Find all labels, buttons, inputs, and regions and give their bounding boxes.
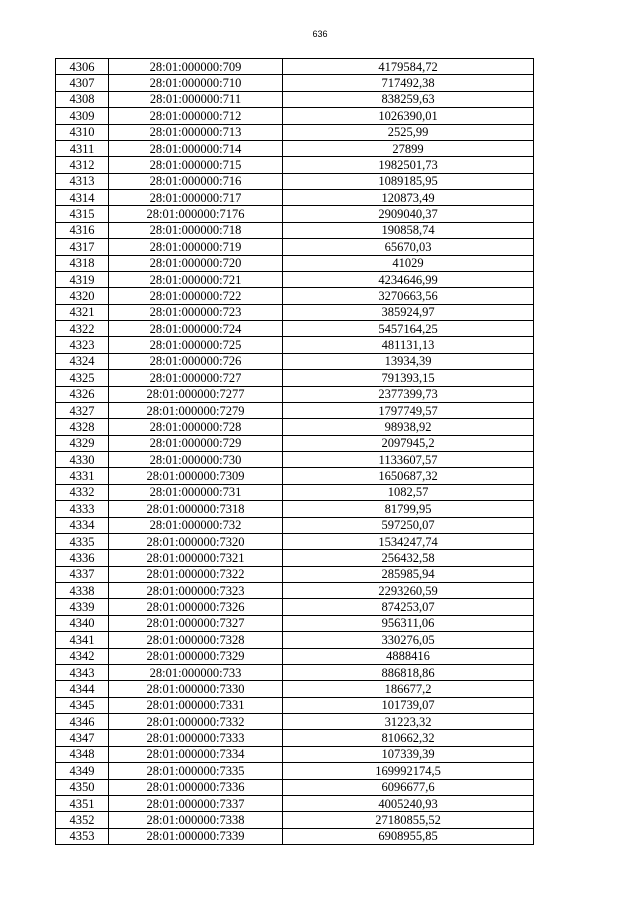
row-number-cell: 4347 — [56, 730, 109, 746]
cadastral-number-cell: 28:01:000000:709 — [109, 59, 283, 75]
table-row — [56, 402, 534, 418]
row-number-cell: 4340 — [56, 615, 109, 631]
table-row — [56, 353, 534, 369]
cadastral-number-cell: 28:01:000000:7318 — [109, 501, 283, 517]
cadastral-value-cell: 41029 — [283, 255, 534, 271]
cadastral-value-cell: 330276,05 — [283, 632, 534, 648]
cadastral-value-cell: 190858,74 — [283, 222, 534, 238]
cadastral-value-table — [55, 58, 534, 845]
cadastral-number-cell: 28:01:000000:7277 — [109, 386, 283, 402]
table-row — [56, 746, 534, 762]
cadastral-number-cell: 28:01:000000:7322 — [109, 566, 283, 582]
cadastral-number-cell: 28:01:000000:7333 — [109, 730, 283, 746]
table-row — [56, 648, 534, 664]
row-number-cell: 4351 — [56, 795, 109, 811]
table-row — [56, 59, 534, 75]
table-row — [56, 435, 534, 451]
row-number-cell: 4341 — [56, 632, 109, 648]
cadastral-value-cell: 385924,97 — [283, 304, 534, 320]
page-number: 636 — [312, 29, 328, 39]
row-number-cell: 4317 — [56, 239, 109, 255]
row-number-cell: 4343 — [56, 664, 109, 680]
cadastral-number-cell: 28:01:000000:7335 — [109, 763, 283, 779]
table-row — [56, 714, 534, 730]
cadastral-number-cell: 28:01:000000:7323 — [109, 583, 283, 599]
cadastral-value-cell: 120873,49 — [283, 190, 534, 206]
table-row — [56, 812, 534, 828]
cadastral-number-cell: 28:01:000000:7328 — [109, 632, 283, 648]
row-number-cell: 4310 — [56, 124, 109, 140]
cadastral-number-cell: 28:01:000000:731 — [109, 484, 283, 500]
cadastral-number-cell: 28:01:000000:7320 — [109, 533, 283, 549]
cadastral-number-cell: 28:01:000000:7327 — [109, 615, 283, 631]
table-row — [56, 288, 534, 304]
table-row — [56, 140, 534, 156]
cadastral-number-cell: 28:01:000000:727 — [109, 370, 283, 386]
cadastral-number-cell: 28:01:000000:713 — [109, 124, 283, 140]
row-number-cell: 4319 — [56, 271, 109, 287]
cadastral-number-cell: 28:01:000000:7321 — [109, 550, 283, 566]
cadastral-number-cell: 28:01:000000:7332 — [109, 714, 283, 730]
cadastral-value-cell: 717492,38 — [283, 75, 534, 91]
cadastral-value-cell: 169992174,5 — [283, 763, 534, 779]
cadastral-value-cell: 1534247,74 — [283, 533, 534, 549]
table-row — [56, 91, 534, 107]
row-number-cell: 4349 — [56, 763, 109, 779]
cadastral-value-cell: 2377399,73 — [283, 386, 534, 402]
cadastral-value-cell: 256432,58 — [283, 550, 534, 566]
row-number-cell: 4346 — [56, 714, 109, 730]
cadastral-value-cell: 1797749,57 — [283, 402, 534, 418]
cadastral-value-cell: 6908955,85 — [283, 828, 534, 844]
cadastral-number-cell: 28:01:000000:726 — [109, 353, 283, 369]
table-row — [56, 566, 534, 582]
row-number-cell: 4331 — [56, 468, 109, 484]
cadastral-number-cell: 28:01:000000:7309 — [109, 468, 283, 484]
row-number-cell: 4352 — [56, 812, 109, 828]
cadastral-number-cell: 28:01:000000:723 — [109, 304, 283, 320]
cadastral-number-cell: 28:01:000000:714 — [109, 140, 283, 156]
row-number-cell: 4329 — [56, 435, 109, 451]
table-row — [56, 779, 534, 795]
cadastral-value-cell: 874253,07 — [283, 599, 534, 615]
cadastral-number-cell: 28:01:000000:721 — [109, 271, 283, 287]
table-row — [56, 533, 534, 549]
row-number-cell: 4325 — [56, 370, 109, 386]
cadastral-number-cell: 28:01:000000:7336 — [109, 779, 283, 795]
table-row — [56, 795, 534, 811]
cadastral-value-cell: 3270663,56 — [283, 288, 534, 304]
table-row — [56, 124, 534, 140]
table-row — [56, 828, 534, 844]
table-row — [56, 75, 534, 91]
cadastral-value-cell: 285985,94 — [283, 566, 534, 582]
row-number-cell: 4345 — [56, 697, 109, 713]
cadastral-value-cell: 1133607,57 — [283, 452, 534, 468]
cadastral-value-cell: 101739,07 — [283, 697, 534, 713]
row-number-cell: 4337 — [56, 566, 109, 582]
cadastral-value-cell: 65670,03 — [283, 239, 534, 255]
cadastral-number-cell: 28:01:000000:712 — [109, 108, 283, 124]
table-row — [56, 173, 534, 189]
cadastral-number-cell: 28:01:000000:7338 — [109, 812, 283, 828]
cadastral-value-cell: 186677,2 — [283, 681, 534, 697]
cadastral-value-cell: 2097945,2 — [283, 435, 534, 451]
cadastral-number-cell: 28:01:000000:730 — [109, 452, 283, 468]
row-number-cell: 4316 — [56, 222, 109, 238]
cadastral-number-cell: 28:01:000000:722 — [109, 288, 283, 304]
row-number-cell: 4332 — [56, 484, 109, 500]
cadastral-number-cell: 28:01:000000:7330 — [109, 681, 283, 697]
row-number-cell: 4322 — [56, 321, 109, 337]
table-row — [56, 730, 534, 746]
cadastral-number-cell: 28:01:000000:724 — [109, 321, 283, 337]
row-number-cell: 4348 — [56, 746, 109, 762]
table-row — [56, 304, 534, 320]
table-row — [56, 681, 534, 697]
row-number-cell: 4330 — [56, 452, 109, 468]
table-row — [56, 550, 534, 566]
cadastral-number-cell: 28:01:000000:7279 — [109, 402, 283, 418]
cadastral-number-cell: 28:01:000000:716 — [109, 173, 283, 189]
table-row — [56, 321, 534, 337]
table-row — [56, 271, 534, 287]
row-number-cell: 4344 — [56, 681, 109, 697]
cadastral-value-cell: 1089185,95 — [283, 173, 534, 189]
table-row — [56, 206, 534, 222]
cadastral-value-cell: 886818,86 — [283, 664, 534, 680]
table-row — [56, 583, 534, 599]
cadastral-value-cell: 1026390,01 — [283, 108, 534, 124]
table-row — [56, 157, 534, 173]
cadastral-number-cell: 28:01:000000:718 — [109, 222, 283, 238]
row-number-cell: 4334 — [56, 517, 109, 533]
row-number-cell: 4336 — [56, 550, 109, 566]
row-number-cell: 4318 — [56, 255, 109, 271]
cadastral-value-cell: 107339,39 — [283, 746, 534, 762]
cadastral-value-cell: 838259,63 — [283, 91, 534, 107]
row-number-cell: 4309 — [56, 108, 109, 124]
cadastral-number-cell: 28:01:000000:733 — [109, 664, 283, 680]
row-number-cell: 4335 — [56, 533, 109, 549]
cadastral-value-cell: 27180855,52 — [283, 812, 534, 828]
cadastral-number-cell: 28:01:000000:7334 — [109, 746, 283, 762]
cadastral-value-cell: 81799,95 — [283, 501, 534, 517]
row-number-cell: 4320 — [56, 288, 109, 304]
cadastral-number-cell: 28:01:000000:729 — [109, 435, 283, 451]
cadastral-value-cell: 98938,92 — [283, 419, 534, 435]
cadastral-value-cell: 2525,99 — [283, 124, 534, 140]
table-row — [56, 697, 534, 713]
cadastral-value-cell: 4005240,93 — [283, 795, 534, 811]
row-number-cell: 4328 — [56, 419, 109, 435]
cadastral-value-cell: 27899 — [283, 140, 534, 156]
row-number-cell: 4311 — [56, 140, 109, 156]
cadastral-number-cell: 28:01:000000:710 — [109, 75, 283, 91]
cadastral-number-cell: 28:01:000000:725 — [109, 337, 283, 353]
table-row — [56, 484, 534, 500]
cadastral-value-cell: 1982501,73 — [283, 157, 534, 173]
table-row — [56, 501, 534, 517]
table-row — [56, 386, 534, 402]
cadastral-value-cell: 810662,32 — [283, 730, 534, 746]
table-row — [56, 664, 534, 680]
row-number-cell: 4314 — [56, 190, 109, 206]
table-row — [56, 452, 534, 468]
table-row — [56, 599, 534, 615]
row-number-cell: 4353 — [56, 828, 109, 844]
cadastral-number-cell: 28:01:000000:7339 — [109, 828, 283, 844]
table-row — [56, 255, 534, 271]
table-row — [56, 517, 534, 533]
cadastral-value-cell: 481131,13 — [283, 337, 534, 353]
row-number-cell: 4315 — [56, 206, 109, 222]
cadastral-value-cell: 956311,06 — [283, 615, 534, 631]
table-body — [56, 59, 534, 845]
row-number-cell: 4333 — [56, 501, 109, 517]
row-number-cell: 4350 — [56, 779, 109, 795]
cadastral-value-cell: 597250,07 — [283, 517, 534, 533]
row-number-cell: 4339 — [56, 599, 109, 615]
table-row — [56, 763, 534, 779]
cadastral-value-cell: 31223,32 — [283, 714, 534, 730]
cadastral-value-cell: 1650687,32 — [283, 468, 534, 484]
row-number-cell: 4327 — [56, 402, 109, 418]
row-number-cell: 4313 — [56, 173, 109, 189]
cadastral-number-cell: 28:01:000000:720 — [109, 255, 283, 271]
row-number-cell: 4338 — [56, 583, 109, 599]
cadastral-value-cell: 4888416 — [283, 648, 534, 664]
cadastral-value-cell: 5457164,25 — [283, 321, 534, 337]
row-number-cell: 4321 — [56, 304, 109, 320]
table-row — [56, 419, 534, 435]
row-number-cell: 4326 — [56, 386, 109, 402]
row-number-cell: 4307 — [56, 75, 109, 91]
table-row — [56, 370, 534, 386]
table-row — [56, 337, 534, 353]
cadastral-number-cell: 28:01:000000:719 — [109, 239, 283, 255]
cadastral-number-cell: 28:01:000000:7176 — [109, 206, 283, 222]
cadastral-value-cell: 791393,15 — [283, 370, 534, 386]
cadastral-value-cell: 2293260,59 — [283, 583, 534, 599]
cadastral-number-cell: 28:01:000000:715 — [109, 157, 283, 173]
row-number-cell: 4324 — [56, 353, 109, 369]
cadastral-number-cell: 28:01:000000:717 — [109, 190, 283, 206]
cadastral-number-cell: 28:01:000000:732 — [109, 517, 283, 533]
table-row — [56, 222, 534, 238]
row-number-cell: 4323 — [56, 337, 109, 353]
cadastral-number-cell: 28:01:000000:711 — [109, 91, 283, 107]
row-number-cell: 4312 — [56, 157, 109, 173]
cadastral-number-cell: 28:01:000000:7337 — [109, 795, 283, 811]
cadastral-number-cell: 28:01:000000:7326 — [109, 599, 283, 615]
cadastral-value-cell: 4179584,72 — [283, 59, 534, 75]
table-row — [56, 190, 534, 206]
table-row — [56, 632, 534, 648]
cadastral-number-cell: 28:01:000000:728 — [109, 419, 283, 435]
table-row — [56, 615, 534, 631]
cadastral-value-cell: 1082,57 — [283, 484, 534, 500]
cadastral-value-cell: 4234646,99 — [283, 271, 534, 287]
row-number-cell: 4342 — [56, 648, 109, 664]
table-row — [56, 468, 534, 484]
cadastral-number-cell: 28:01:000000:7329 — [109, 648, 283, 664]
cadastral-number-cell: 28:01:000000:7331 — [109, 697, 283, 713]
row-number-cell: 4308 — [56, 91, 109, 107]
table-row — [56, 239, 534, 255]
table-row — [56, 108, 534, 124]
row-number-cell: 4306 — [56, 59, 109, 75]
cadastral-value-cell: 2909040,37 — [283, 206, 534, 222]
cadastral-value-cell: 13934,39 — [283, 353, 534, 369]
cadastral-value-cell: 6096677,6 — [283, 779, 534, 795]
